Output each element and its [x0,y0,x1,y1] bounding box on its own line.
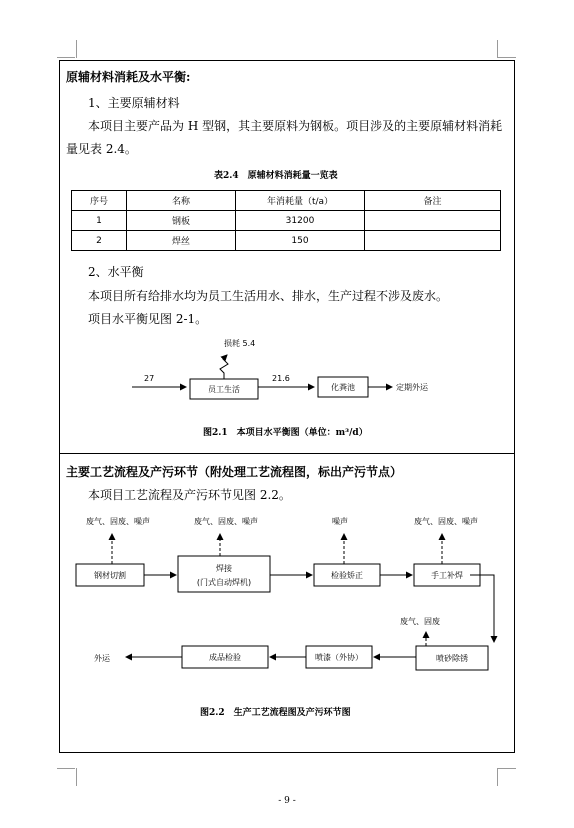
flow-arrow [480,575,494,642]
crop-mark [498,768,516,769]
table-cell [365,211,501,231]
output-label: 定期外运 [396,383,428,392]
figure-caption: 图2.2 生产工艺流程图及产污环节图 [200,708,351,718]
table-cell: 31200 [236,211,365,231]
content-frame [59,60,515,753]
loss-arrow [220,355,228,379]
crop-mark [76,40,77,58]
emission-label: 噪声 [332,517,348,526]
figure-caption: 图2.1 本项目水平衡图（单位：m³/d） [203,428,368,438]
crop-mark [57,57,75,58]
process-step-label: 钢材切割 [94,571,126,580]
crop-mark [497,40,498,58]
process-step-label: 检验矫正 [331,571,363,580]
subheading-materials: 1、主要原辅材料 [88,96,180,110]
paragraph-line: 本项目所有给排水均为员工生活用水、排水，生产过程不涉及废水。 [88,289,449,303]
crop-mark [498,57,516,58]
table-cell: 150 [236,231,365,251]
table-caption: 表2.4 原辅材料消耗量一览表 [214,171,338,181]
process-flow-diagram [60,510,514,690]
process-section [60,454,514,752]
materials-water-section [60,61,514,454]
paragraph-line: 量见表 2.4。 [66,142,137,156]
emission-label: 废气、固废 [400,617,440,626]
table-header-cell: 名称 [127,191,236,211]
table-cell: 2 [72,231,127,251]
emission-label: 废气、固废、噪声 [414,517,478,526]
subheading-water: 2、水平衡 [88,265,144,279]
emission-label: 废气、固废、噪声 [86,517,150,526]
table-header-cell: 年消耗量（t/a） [236,191,365,211]
table-header-cell: 备注 [365,191,501,211]
section-heading: 原辅材料消耗及水平衡: [66,70,191,84]
box-label: 化粪池 [331,383,355,392]
water-balance-diagram [60,331,514,411]
table-row [72,231,501,251]
table-cell [365,231,501,251]
process-step-label: 喷砂除锈 [436,654,468,663]
emission-label: 废气、固废、噪声 [194,517,258,526]
section-heading: 主要工艺流程及产污环节（附处理工艺流程图，标出产污节点） [66,465,403,479]
paragraph-line: 项目水平衡见图 2-1。 [88,312,208,326]
input-flow-label: 27 [144,374,155,383]
page-number: - 9 - [278,796,296,806]
process-step-label: 焊接 [216,564,232,573]
process-step-label: 手工补焊 [431,571,463,580]
table-cell: 1 [72,211,127,231]
process-step-label: (门式自动焊机) [196,578,252,587]
materials-table [71,190,501,251]
flow-value-label: 21.6 [272,374,290,383]
paragraph-line: 本项目主要产品为 H 型钢，其主要原料为钢板。项目涉及的主要原辅材料消耗 [88,119,503,133]
output-label: 外运 [94,654,110,663]
table-header-row [72,191,501,211]
table-row [72,211,501,231]
crop-mark [57,768,75,769]
process-step-label: 喷漆（外协） [315,653,363,662]
loss-label: 损耗 5.4 [224,339,256,348]
table-header-cell: 序号 [72,191,127,211]
table-cell: 钢板 [127,211,236,231]
crop-mark [76,768,77,786]
table-cell: 焊丝 [127,231,236,251]
process-step-label: 成品检验 [209,653,241,662]
box-label: 员工生活 [208,385,240,394]
crop-mark [497,768,498,786]
paragraph-line: 本项目工艺流程及产污环节见图 2.2。 [88,488,291,502]
